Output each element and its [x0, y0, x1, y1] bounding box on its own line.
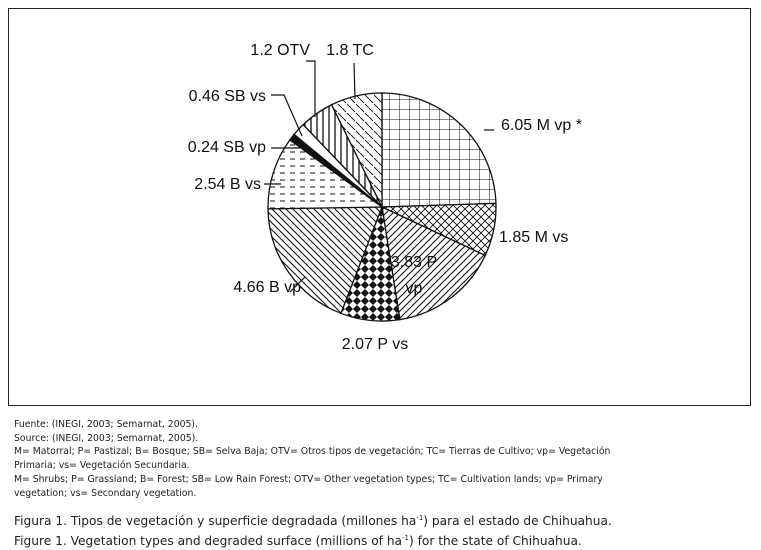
slice-label-8: 0.46 SB vs — [188, 88, 266, 105]
caption-en — [14, 530, 749, 550]
caption-es — [14, 510, 749, 530]
slice-label-4: 2.07 P vs — [341, 336, 409, 353]
caption-es-tail: ) para el estado de Chihuahua. — [423, 514, 612, 529]
slice-label-5: 4.66 B vp — [233, 279, 301, 296]
slice-label-9: 1.2 OTV — [250, 42, 310, 59]
slice-label-10: 1.8 TC — [326, 42, 374, 59]
source-note-en: Source: (INEGI, 2003; Semarnat, 2005). — [14, 432, 199, 444]
slice-label-3: 3.83 P vp — [390, 254, 438, 297]
abbreviations-en-line2: vegetation; vs= Secondary vegetation. — [14, 487, 197, 499]
slice-label-7: 0.24 SB vp — [187, 139, 266, 156]
figure-notes — [14, 418, 749, 500]
leader-line-10 — [354, 63, 355, 99]
slice-label-1: 6.05 M vp * — [501, 117, 582, 134]
figure-captions — [14, 510, 749, 550]
caption-en-superscript: -1 — [402, 534, 410, 543]
pie-slices — [268, 93, 496, 321]
source-note-es: Fuente: (INEGI, 2003; Semarnat, 2005). — [14, 419, 199, 430]
slice-label-2: 1.85 M vs — [499, 229, 569, 246]
slice-label-6: 2.54 B vs — [194, 176, 261, 193]
abbreviations-en-line1: M= Shrubs; P= Grassland; B= Forest; SB= Low Rain Forest; OTV= Other vegetation types; TC= Cultivation lands; vp= Primary — [14, 473, 603, 485]
chart-frame — [8, 8, 751, 406]
caption-en-text: Figure 1. Vegetation types and degraded surface (millions of ha — [14, 534, 403, 549]
caption-en-tail: ) for the state of Chihuahua. — [409, 534, 582, 549]
pie-slice-1 — [382, 93, 496, 207]
abbreviations-es-line1: M= Matorral; P= Pastizal; B= Bosque; SB= Selva Baja; OTV= Otros tipos de vegetación; TC= Tierras de Cultivo; vp= Vegetación — [14, 446, 611, 458]
caption-es-superscript: -1 — [416, 514, 424, 522]
caption-es-text: Figura 1. Tipos de vegetación y superficie degradada (millones ha — [14, 514, 417, 529]
pie-chart — [9, 9, 750, 405]
leader-line-9 — [306, 61, 315, 117]
abbreviations-es-line2: Primaria; vs= Vegetación Secundaria. — [14, 460, 190, 472]
